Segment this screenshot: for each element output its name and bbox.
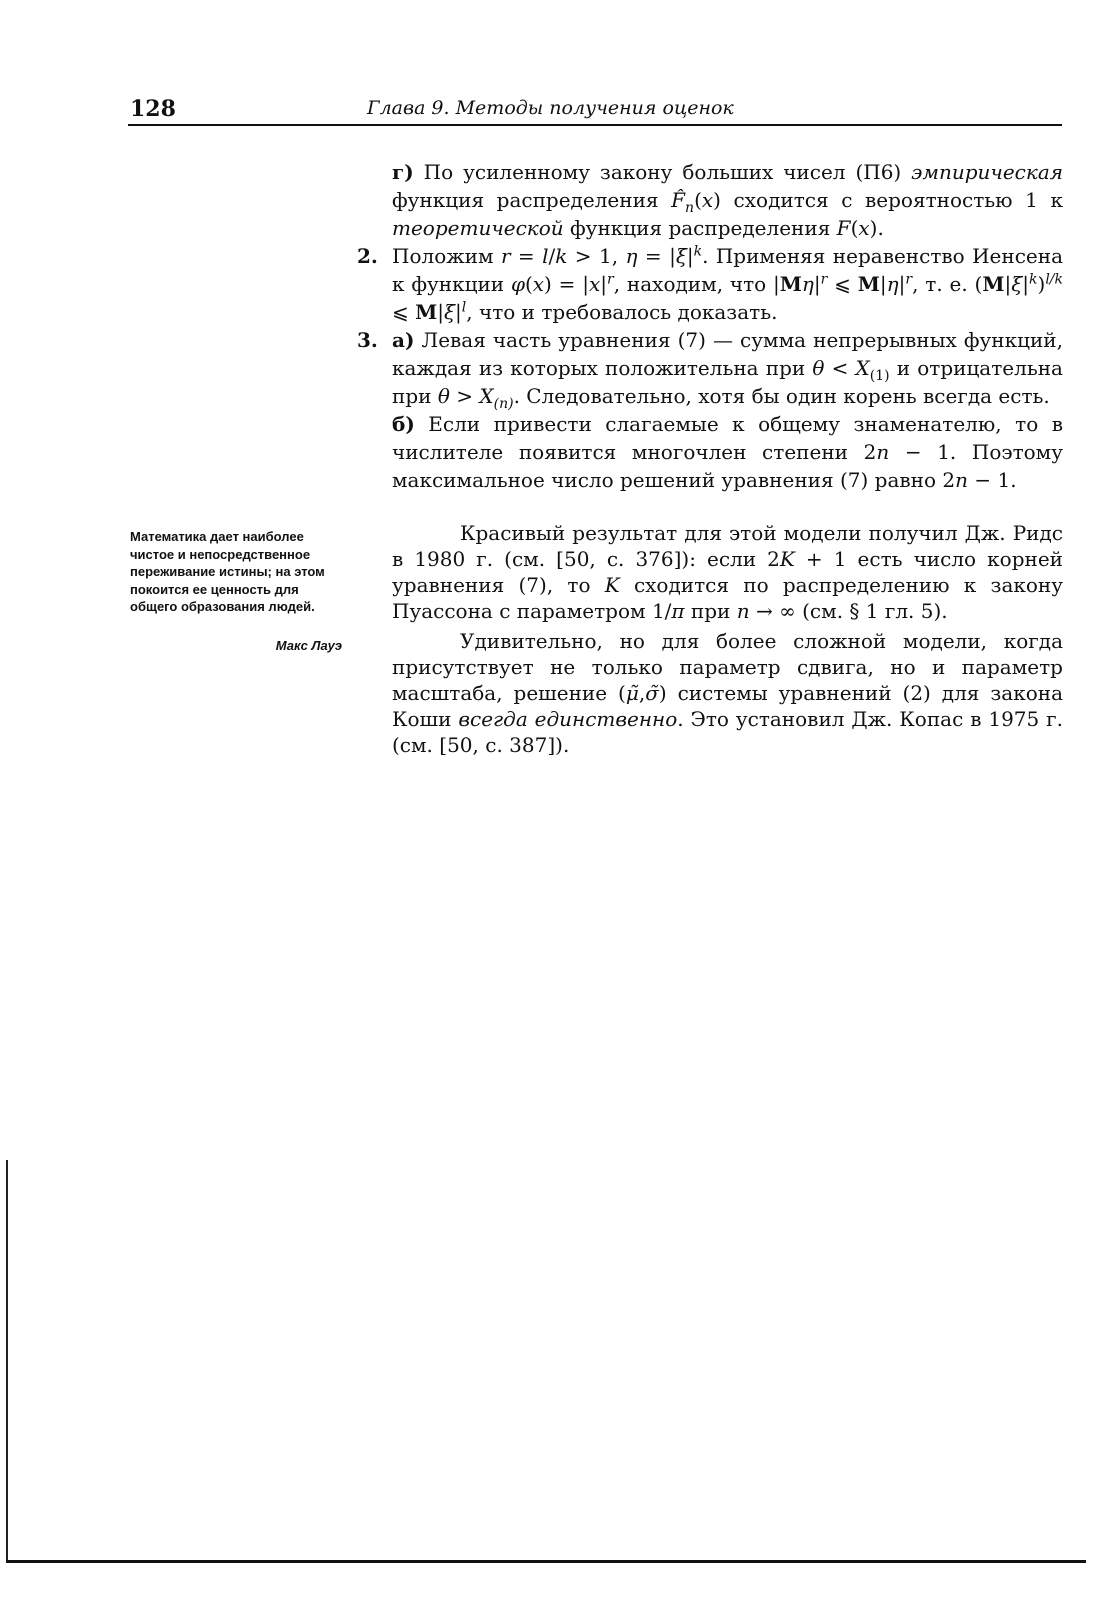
text-run: σ̃	[645, 681, 659, 705]
text-run: Если привести слагаемые к общему знаменателю, то в числителе появится многочлен степени 2	[392, 412, 1063, 464]
text-run: M	[779, 272, 802, 296]
text-run: φ	[510, 272, 525, 296]
chapter-title: Глава 9. Методы получения оценок	[367, 97, 734, 119]
text-run: ).	[869, 216, 884, 240]
text-run: (n)	[493, 396, 514, 412]
text-run: K	[604, 573, 620, 597]
text-run: |	[879, 272, 887, 296]
text-run: X	[479, 384, 494, 408]
text-run: η	[625, 244, 638, 268]
text-run: теоретической	[392, 216, 564, 240]
item-number: 2.	[357, 244, 378, 268]
text-run: функция распределения	[392, 188, 672, 212]
text-run: г)	[392, 160, 414, 184]
text-run: l	[542, 244, 549, 268]
text-run: ξ	[1011, 272, 1023, 296]
text-run: μ̃	[625, 681, 639, 705]
text-run: |	[813, 272, 821, 296]
item-text	[392, 412, 1063, 492]
text-run: эмпирическая	[911, 160, 1063, 184]
text-run: η	[886, 272, 899, 296]
text-run: Левая часть уравнения (7) — сумма непрерывных функций, каждая из которых положительна при	[392, 328, 1063, 380]
text-run: n	[876, 440, 890, 464]
text-run: (	[694, 188, 702, 212]
text-run: <	[824, 356, 856, 380]
epigraph-author: Макс Лауэ	[275, 638, 342, 653]
solutions-list	[357, 158, 1063, 494]
text-run: ,	[638, 681, 646, 705]
text-run: l/k	[1045, 271, 1063, 288]
item-b	[357, 410, 1063, 494]
text-run: n	[685, 200, 695, 216]
text-run: ⩽	[392, 300, 416, 324]
text-run: По усиленному закону больших чисел (П6)	[413, 160, 912, 184]
item-text	[392, 160, 1063, 240]
text-run: − 1. Поэтому максимальное число решений уравнения (7) равно 2	[392, 440, 1063, 492]
text-run: /	[548, 244, 556, 268]
paragraph	[392, 628, 1063, 758]
text-run: =	[510, 244, 543, 268]
item-3	[357, 326, 1063, 410]
text-run: M	[857, 272, 880, 296]
text-run: π	[671, 599, 685, 623]
text-run: r	[607, 271, 614, 288]
text-run: η	[801, 272, 814, 296]
text-run: |	[1004, 272, 1012, 296]
text-run: n	[955, 468, 968, 492]
body-text	[392, 520, 1063, 758]
text-run: , находим, что |	[613, 272, 780, 296]
text-run: X	[855, 356, 870, 380]
text-run: при	[684, 599, 737, 623]
text-run: K	[779, 547, 795, 571]
text-run: n	[736, 599, 750, 623]
text-run: . Следовательно, хотя бы один корень всегда есть.	[513, 384, 1050, 408]
text-run: θ	[437, 384, 450, 408]
text-run: k	[1029, 271, 1038, 288]
text-run: и отрицательна при	[392, 356, 1063, 408]
text-run: всегда единственно	[458, 707, 678, 731]
text-run: x	[589, 272, 601, 296]
text-run: ) сходится с вероятностью 1 к	[713, 188, 1064, 212]
text-run: а)	[392, 328, 415, 352]
text-run: )	[1037, 272, 1046, 296]
text-run: >	[449, 384, 480, 408]
text-run: F̂	[671, 188, 686, 212]
text-run: ) = |	[544, 272, 589, 296]
text-run: M	[415, 300, 438, 324]
bottom-rule	[6, 1560, 1086, 1563]
text-run: > 1,	[567, 244, 626, 268]
item-2	[357, 242, 1063, 326]
text-run: ) системы уравнений (2) для закона Коши	[392, 681, 1063, 731]
paragraph	[392, 520, 1063, 624]
text-run: |	[898, 272, 906, 296]
left-edge-rule	[6, 1160, 8, 1562]
text-run: − 1.	[968, 468, 1017, 492]
text-run: r	[820, 271, 828, 288]
text-run: функция распределения	[563, 216, 837, 240]
text-run: ξ	[444, 300, 456, 324]
text-run: r	[905, 271, 913, 288]
text-run: |	[600, 272, 608, 296]
text-run: l	[461, 299, 467, 316]
item-g	[357, 158, 1063, 242]
text-run: θ	[812, 356, 825, 380]
item-number: 3.	[357, 328, 378, 352]
text-run: Удивительно, но для более сложной модели, когда присутствует не только параметр сдвига, но и параметр масштаба, решение (	[392, 629, 1063, 705]
text-run: F	[836, 216, 851, 240]
text-run: = |	[637, 244, 676, 268]
text-run: + 1 есть число корней уравнения (7), то	[392, 547, 1063, 597]
text-run: |	[686, 244, 694, 268]
text-run: , что и требовалось доказать.	[466, 300, 778, 324]
text-run: Положим	[392, 244, 501, 268]
text-run: Красивый результат для этой модели получил Дж. Ридс в 1980 г. (см. [50, с. 376]): если 2	[392, 521, 1063, 571]
text-run: б)	[392, 412, 415, 436]
page-number: 128	[130, 96, 176, 122]
text-run: x	[858, 216, 870, 240]
text-run: r	[500, 244, 511, 268]
text-run: (1)	[869, 368, 890, 384]
text-run: M	[982, 272, 1005, 296]
text-run: → ∞ (см. § 1 гл. 5).	[749, 599, 948, 623]
item-text	[392, 244, 1063, 324]
text-run: . Применяя неравенство Иенсена к функции	[392, 244, 1064, 296]
text-run: . Это установил Дж. Копас в 1975 г. (см. [50, с. 387]).	[392, 707, 1064, 757]
text-run: k	[693, 243, 703, 260]
item-text	[392, 328, 1063, 412]
text-run: , т. е. (	[912, 272, 983, 296]
text-run: ξ	[675, 244, 687, 268]
header-rule	[128, 124, 1062, 126]
text-run: x	[701, 188, 714, 212]
text-run: |	[455, 300, 462, 324]
text-run: ⩽	[827, 272, 858, 296]
text-run: |	[1022, 272, 1030, 296]
epigraph: Математика дает наиболее чистое и непосредственное переживание истины; на этом покоится ее ценность для общего образования людей.	[130, 529, 325, 614]
text-run: (	[524, 272, 533, 296]
text-run: x	[532, 272, 545, 296]
text-run: сходится по распределению к закону Пуассона с параметром 1/	[392, 573, 1064, 623]
text-run: (	[850, 216, 859, 240]
text-run: |	[437, 300, 445, 324]
text-run: k	[555, 244, 568, 268]
